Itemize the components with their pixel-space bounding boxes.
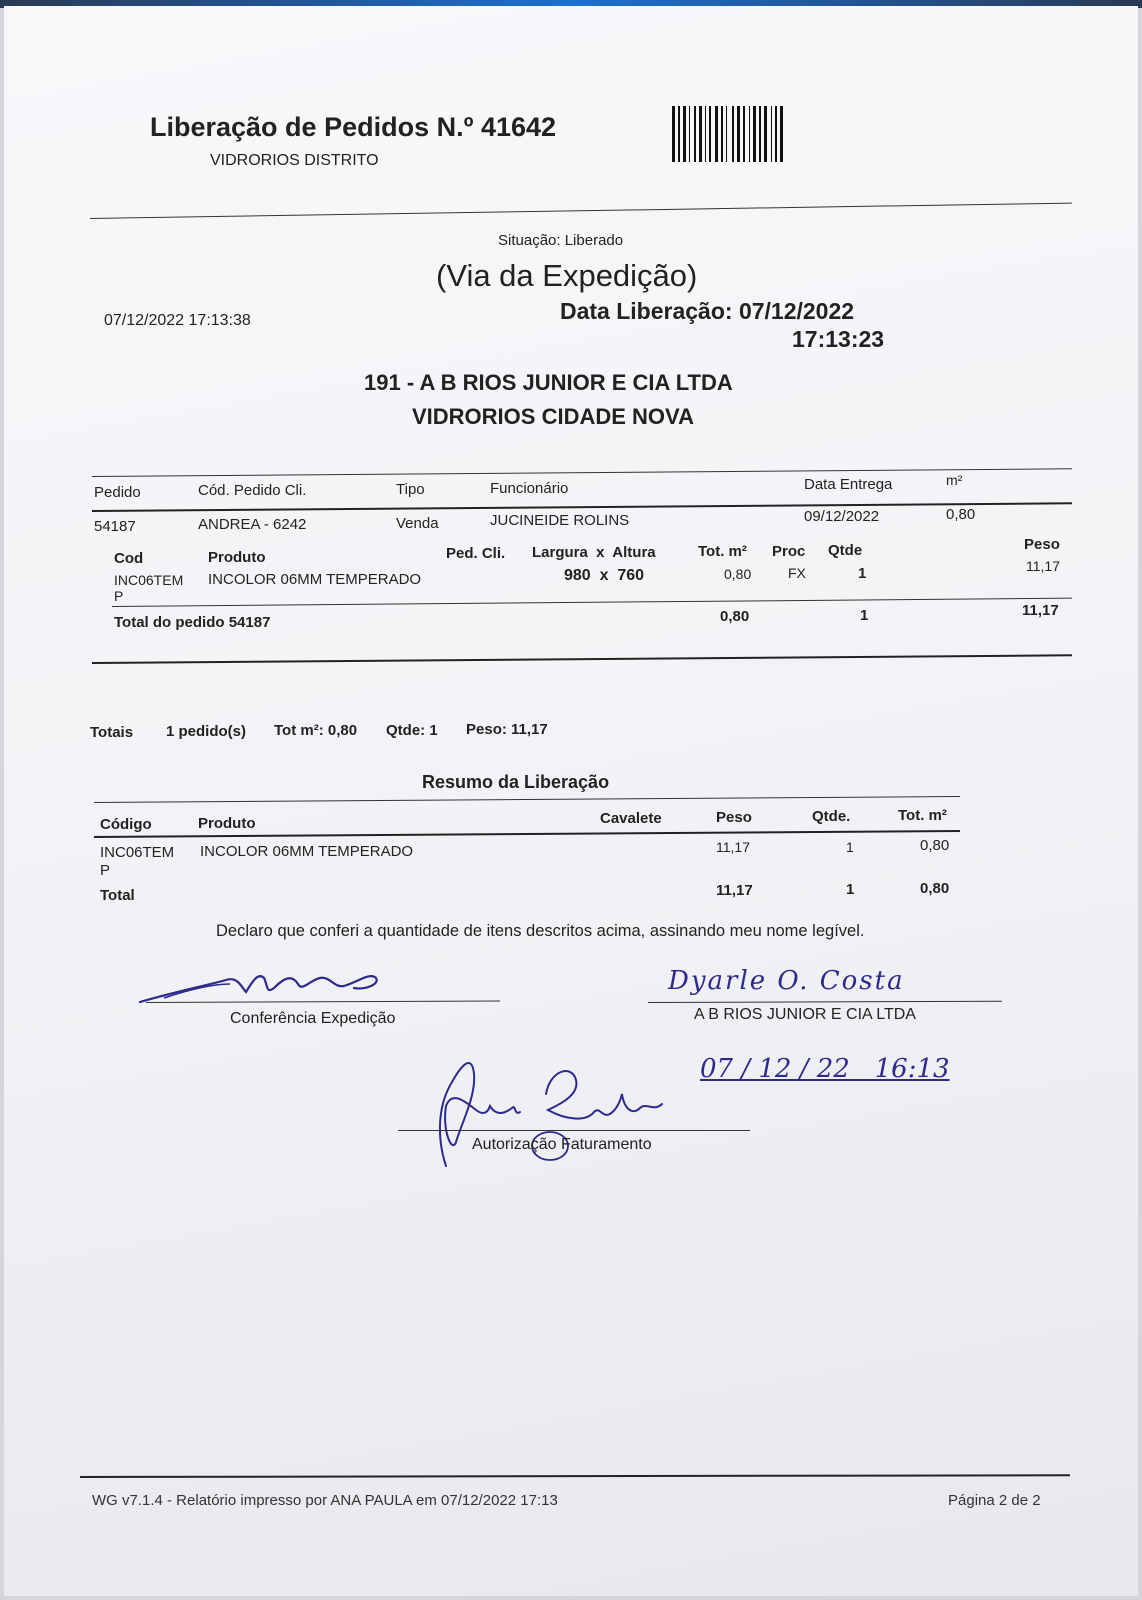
data-liberacao: Data Liberação: 07/12/2022 [560, 298, 855, 324]
document-page [4, 6, 1138, 1596]
handwritten-date: 07 / 12 / 22 16:13 [700, 1054, 950, 1084]
item-total-rule [112, 598, 1072, 607]
col-m2: m² [946, 472, 963, 488]
col-pedido: Pedido [94, 484, 141, 501]
item-peso: 11,17 [1026, 558, 1060, 574]
item-dims: 980 x 760 [564, 567, 645, 584]
item-produto: INCOLOR 06MM TEMPERADO [208, 571, 422, 588]
resumo-codigo-wrap: P [100, 862, 111, 879]
barcode-bar [689, 106, 690, 162]
order-funcionario: JUCINEIDE ROLINS [490, 512, 630, 529]
order-total-label: Total do pedido 54187 [114, 614, 271, 631]
resumo-produto: INCOLOR 06MM TEMPERADO [200, 843, 414, 860]
item-cod: INC06TEM [114, 572, 184, 588]
resumo-top-line [94, 796, 960, 803]
resumo-total-tot-m2: 0,80 [920, 880, 950, 897]
footer-rule [80, 1474, 1070, 1478]
item-col-proc: Proc [772, 543, 806, 560]
footer-print-info: WG v7.1.4 - Relatório impresso por ANA PAULA em 07/12/2022 17:13 [92, 1492, 558, 1509]
company-name: VIDRORIOS DISTRITO [210, 152, 379, 169]
resumo-title: Resumo da Liberação [422, 772, 610, 792]
resumo-total-label: Total [100, 887, 135, 904]
table-bottom-line [92, 654, 1072, 664]
barcode-bar [672, 106, 675, 162]
situacao-label: Situação: Liberado [498, 232, 624, 249]
divider [90, 203, 1072, 219]
totais-peso: Peso: 11,17 [466, 721, 548, 738]
barcode-bar [737, 106, 740, 162]
barcode-bar [771, 106, 772, 162]
order-total-tot-m2: 0,80 [720, 608, 750, 625]
client-store: VIDRORIOS CIDADE NOVA [412, 404, 694, 429]
barcode-bar [705, 106, 706, 162]
barcode-bar [715, 106, 718, 162]
autorizacao-label: Autorização Faturamento [472, 1136, 652, 1153]
via-label: (Via da Expedição) [436, 258, 698, 293]
resumo-col-produto: Produto [198, 815, 256, 832]
col-tipo: Tipo [396, 481, 425, 498]
client-sign-label: A B RIOS JUNIOR E CIA LTDA [694, 1006, 916, 1023]
item-proc: FX [788, 565, 806, 581]
item-col-cod: Cod [114, 550, 144, 567]
footer-page-number: Página 2 de 2 [948, 1492, 1041, 1509]
item-col-tot-m2: Tot. m² [698, 543, 747, 560]
resumo-codigo: INC06TEM [100, 844, 175, 861]
totais-label: Totais [90, 724, 134, 741]
header-rule [92, 502, 1072, 512]
col-funcionario: Funcionário [490, 480, 569, 497]
item-qtde: 1 [858, 565, 867, 582]
client-sign-line [648, 1001, 1002, 1003]
item-cod-wrap: P [114, 588, 124, 604]
item-col-qtde: Qtde [828, 542, 863, 559]
order-cod-pedido-cli: ANDREA - 6242 [198, 516, 307, 533]
totais-qtde: Qtde: 1 [386, 722, 438, 739]
barcode-bar [726, 106, 727, 162]
order-total-peso: 11,17 [1022, 602, 1059, 619]
resumo-total-qtde: 1 [846, 881, 855, 898]
order-data-entrega: 09/12/2022 [804, 508, 880, 525]
order-m2: 0,80 [946, 506, 976, 523]
item-col-peso: Peso [1024, 536, 1060, 553]
print-timestamp: 07/12/2022 17:13:38 [104, 312, 251, 329]
data-liberacao-time: 17:13:23 [792, 326, 885, 352]
resumo-col-codigo: Código [100, 816, 152, 833]
resumo-col-peso: Peso [716, 809, 752, 826]
barcode-bar [780, 106, 783, 162]
resumo-qtde: 1 [846, 839, 854, 855]
barcode-bar [749, 106, 750, 162]
item-col-produto: Produto [208, 549, 266, 566]
barcode-bar [759, 106, 761, 162]
barcode-bar [678, 106, 680, 162]
order-pedido: 54187 [94, 518, 136, 535]
barcode-bar [721, 106, 723, 162]
item-col-ped-cli: Ped. Cli. [446, 545, 506, 562]
col-cod-pedido-cli: Cód. Pedido Cli. [198, 482, 307, 499]
document-title: Liberação de Pedidos N.º 41642 [150, 112, 557, 142]
col-data-entrega: Data Entrega [804, 476, 893, 493]
barcode-bar [694, 106, 696, 162]
order-tipo: Venda [396, 515, 439, 532]
barcode-bar [764, 106, 767, 162]
conferencia-label: Conferência Expedição [230, 1010, 396, 1027]
barcode-bar [699, 106, 702, 162]
resumo-col-tot-m2: Tot. m² [898, 807, 947, 824]
barcode-bar [732, 106, 734, 162]
barcode-bar [743, 106, 745, 162]
client-name: 191 - A B RIOS JUNIOR E CIA LTDA [364, 370, 733, 395]
resumo-col-cavalete: Cavalete [600, 810, 662, 827]
barcode-bar [775, 106, 777, 162]
resumo-tot-m2: 0,80 [920, 837, 950, 854]
item-tot-m2: 0,80 [724, 566, 752, 582]
order-total-qtde: 1 [860, 607, 869, 624]
barcode-bar [683, 106, 686, 162]
barcode-bar [709, 106, 711, 162]
totais-tot-m2: Tot m²: 0,80 [274, 722, 358, 739]
client-handwritten-name: Dyarle O. Costa [668, 966, 905, 996]
resumo-total-peso: 11,17 [716, 882, 753, 899]
resumo-peso: 11,17 [716, 839, 750, 855]
autorizacao-line [398, 1130, 750, 1131]
table-top-line [92, 468, 1072, 477]
barcode [672, 106, 844, 162]
declaration-text: Declaro que conferi a quantidade de itens descritos acima, assinando meu nome legível. [216, 922, 865, 940]
barcode-bar [753, 106, 756, 162]
totais-pedidos: 1 pedido(s) [166, 723, 247, 740]
resumo-col-qtde: Qtde. [812, 808, 851, 825]
item-col-largura-altura: Largura x Altura [532, 544, 656, 561]
